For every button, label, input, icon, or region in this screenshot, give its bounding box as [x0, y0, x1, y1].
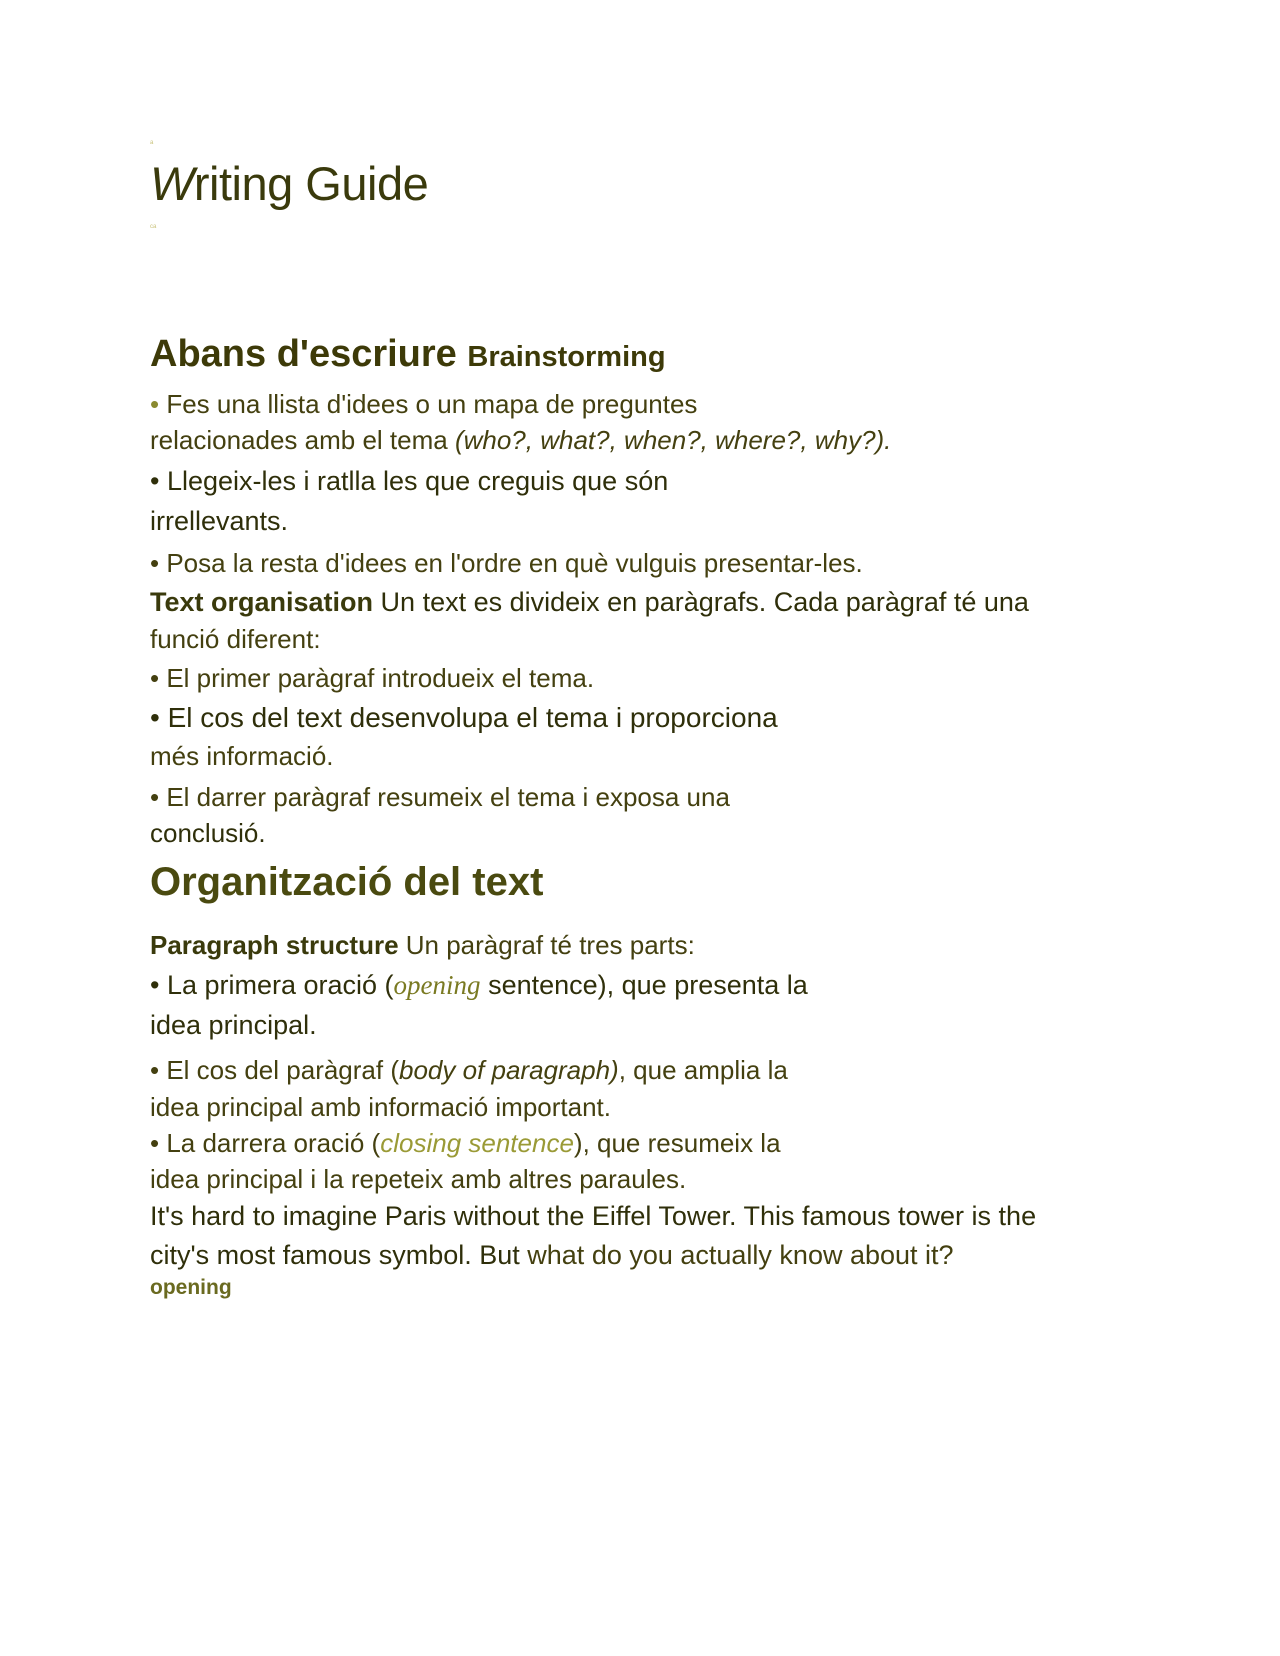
example-label: opening — [150, 1276, 232, 1299]
paragraph-structure-intro: Un paràgraf té tres parts: — [405, 930, 695, 960]
brainstorm-subheading: Brainstorming — [467, 341, 666, 373]
example-line-2a: city's most famous symbol. But — [150, 1240, 520, 1270]
structure-point-2-cont: idea principal amb informació important. — [150, 1092, 611, 1122]
structure-point-2-a: • El cos del paràgraf ( — [150, 1055, 399, 1085]
brainstorm-questions: (who?, what?, when?, where?, why?). — [454, 425, 892, 455]
structure-point-3-c: ), que resumeix la — [573, 1128, 781, 1158]
structure-point-1-a: • La primera oració ( — [150, 970, 394, 1000]
section-2-heading: Organització del text — [150, 860, 544, 904]
organisation-intro — [150, 587, 1029, 618]
paragraph-structure — [150, 930, 695, 961]
title-initial: W — [150, 157, 194, 210]
brainstorm-bullet-2: • Llegeix-les i ratlla les que creguis que són — [150, 466, 669, 496]
structure-point-3-cont: idea principal i la repeteix amb altres paraules. — [150, 1164, 687, 1194]
example-line-1: It's hard to imagine Paris without the Eiffel Tower. This famous tower is the — [150, 1201, 1037, 1231]
example-line-2 — [150, 1240, 954, 1271]
organisation-line-1: Un text es divideix en paràgrafs. Cada paràgraf té una — [380, 587, 1029, 617]
brainstorm-heading-text: Abans d'escriure — [150, 333, 457, 375]
structure-point-1-b: opening — [393, 970, 481, 1000]
brainstorm-bullet-1 — [150, 389, 697, 420]
organisation-point-3: • El darrer paràgraf resumeix el tema i exposa una — [150, 782, 730, 812]
brainstorm-bullet-3: • Posa la resta d'idees en l'ordre en què vulguis presentar-les. — [150, 548, 863, 578]
structure-point-1-c: sentence), que presenta la — [488, 970, 808, 1000]
structure-point-3-a: • La darrera oració ( — [150, 1128, 381, 1158]
brainstorm-bullet-1-cont — [150, 425, 891, 456]
title-rest: riting Guide — [193, 157, 429, 210]
page-title — [150, 156, 428, 211]
structure-point-2 — [150, 1055, 788, 1086]
organisation-point-1: • El primer paràgraf introdueix el tema. — [150, 663, 595, 693]
example-line-2b: what do you actually know about it? — [527, 1240, 954, 1270]
structure-point-2-b: body of paragraph) — [399, 1055, 619, 1085]
organisation-point-3-cont: conclusió. — [150, 818, 266, 848]
organisation-point-2: • El cos del text desenvolupa el tema i proporciona — [150, 702, 778, 733]
organisation-label: Text organisation — [150, 587, 374, 617]
structure-point-3-b: closing sentence — [380, 1128, 574, 1158]
paragraph-structure-label: Paragraph structure — [150, 930, 399, 960]
under-title-mark: ca — [150, 224, 157, 230]
structure-point-1-cont: idea principal. — [150, 1010, 317, 1040]
top-mark: a — [150, 140, 154, 146]
bullet-glyph: • — [150, 389, 160, 419]
structure-point-2-c: , que amplia la — [618, 1055, 788, 1085]
brainstorm-bullet-2-cont: irrellevants. — [150, 506, 289, 536]
brainstorm-heading — [150, 333, 666, 376]
brainstorm-bullet-1-line-2a: relacionades amb el tema — [150, 425, 448, 455]
structure-point-3 — [150, 1128, 781, 1159]
organisation-line-2: funció diferent: — [150, 624, 321, 654]
structure-point-1 — [150, 970, 808, 1001]
brainstorm-bullet-1-line-1: Fes una llista d'idees o un mapa de preguntes — [166, 389, 698, 419]
organisation-point-2-cont: més informació. — [150, 741, 334, 771]
